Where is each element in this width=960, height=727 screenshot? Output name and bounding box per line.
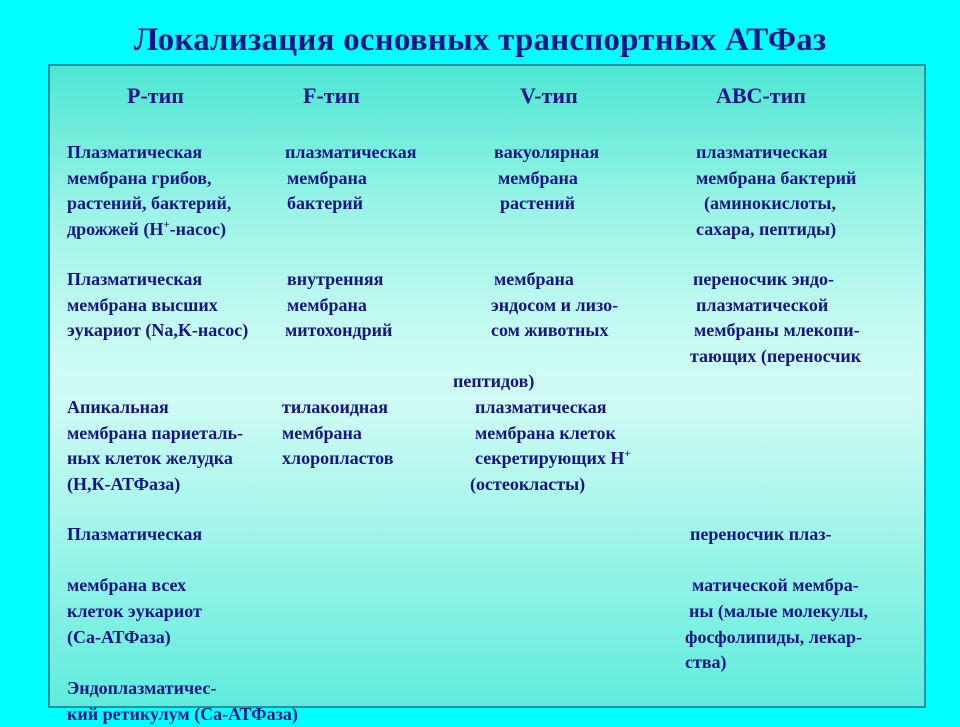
cell-line: матической мембра- xyxy=(692,575,859,596)
cell-v-row1 xyxy=(494,140,599,217)
cell-line: мембрана xyxy=(494,269,574,289)
cell-line: Эндоплазматичес- xyxy=(67,678,217,698)
cell-line: мембрана париеталь- xyxy=(67,422,243,443)
cell-text: -насос) xyxy=(169,219,227,240)
header-p-type: P-тип xyxy=(127,83,184,108)
cell-line: плазматическая xyxy=(475,397,607,417)
cell-line: Апикальная xyxy=(67,397,169,417)
cell-line xyxy=(67,217,231,243)
cell-line: эукариот (Na,K-насос) xyxy=(67,320,249,341)
header-v-type: V-тип xyxy=(520,83,578,108)
cell-line: ны (малые молекулы, xyxy=(689,601,869,622)
cell-p-row4 xyxy=(67,522,202,650)
cell-line: Плазматическая xyxy=(67,269,203,289)
slide-title: Локализация основных транспортных АТФаз xyxy=(133,22,827,58)
cell-f-row1 xyxy=(285,140,417,217)
cell-line: мембрана клеток xyxy=(475,422,616,443)
cell-p-row2 xyxy=(67,267,248,344)
cell-line: хлоропластов xyxy=(282,448,394,469)
cell-f-row3 xyxy=(282,395,393,472)
cell-line: клеток эукариот xyxy=(67,601,202,622)
cell-line: мембрана xyxy=(287,167,367,188)
cell-line: плазматическая xyxy=(696,142,828,162)
cell-line: бактерий xyxy=(287,193,363,214)
cell-p-row3 xyxy=(67,395,243,498)
cell-line: плазматической xyxy=(696,294,829,315)
cell-line: (Са-АТФаза) xyxy=(67,626,171,647)
cell-line: ства) xyxy=(685,652,727,673)
cell-line: переносчик плаз- xyxy=(690,524,832,544)
cell-p-row5 xyxy=(67,676,298,727)
cell-line: эндосом и лизо- xyxy=(491,294,619,315)
cell-line: пептидов) xyxy=(453,371,535,391)
cell-line: плазматическая xyxy=(285,142,417,162)
cell-abc-row4 xyxy=(685,522,868,676)
cell-line: мембрана грибов, xyxy=(67,167,212,188)
cell-text: дрожжей (Н xyxy=(67,219,164,240)
cell-line: митохондрий xyxy=(285,320,393,341)
cell-line: переносчик эндо- xyxy=(693,269,835,289)
cell-line: (Н,К-АТФаза) xyxy=(67,474,181,495)
cell-line xyxy=(470,446,631,472)
cell-line: тающих (переносчик xyxy=(690,346,862,367)
header-f-type: F-тип xyxy=(303,83,360,108)
cell-f-row2 xyxy=(285,267,392,344)
cell-line: мембрана xyxy=(282,422,362,443)
cell-v-row2 xyxy=(491,267,618,344)
cell-line: мембрана бактерий xyxy=(696,167,857,188)
cell-line: растений xyxy=(500,193,575,214)
cell-line: внутренняя xyxy=(287,269,384,289)
cell-line: (аминокислоты, xyxy=(704,193,836,214)
superscript-plus: + xyxy=(163,219,170,232)
cell-line: сахара, пептиды) xyxy=(696,219,837,240)
cell-v-row3 xyxy=(470,395,631,498)
cell-line: ных клеток желудка xyxy=(67,448,233,469)
cell-line: мембрана xyxy=(498,167,578,188)
cell-abc-row1 xyxy=(696,140,856,243)
header-abc-type: ABC-тип xyxy=(716,83,806,108)
cell-line: Плазматическая xyxy=(67,142,203,162)
cell-p-row1 xyxy=(67,140,231,243)
cell-line: Плазматическая xyxy=(67,524,203,544)
cell-line: (остеокласты) xyxy=(470,474,586,495)
superscript-plus: + xyxy=(624,448,631,461)
cell-line: мембрана xyxy=(287,294,367,315)
cell-line: вакуолярная xyxy=(494,142,600,162)
cell-line: фосфолипиды, лекар- xyxy=(685,626,862,647)
cell-line: сом животных xyxy=(491,320,609,341)
cell-line: мембраны млекопи- xyxy=(694,320,860,341)
cell-text: секретирующих Н xyxy=(475,448,625,469)
cell-line: мембрана высших xyxy=(67,294,218,315)
cell-abc-row2 xyxy=(690,267,861,370)
cell-line: растений, бактерий, xyxy=(67,193,232,214)
cell-line: мембрана всех xyxy=(67,575,187,596)
cell-abc-row2-tail xyxy=(453,369,534,395)
cell-line: тилакоидная xyxy=(282,397,389,417)
cell-line: кий ретикулум (Са-АТФаза) xyxy=(67,703,298,724)
